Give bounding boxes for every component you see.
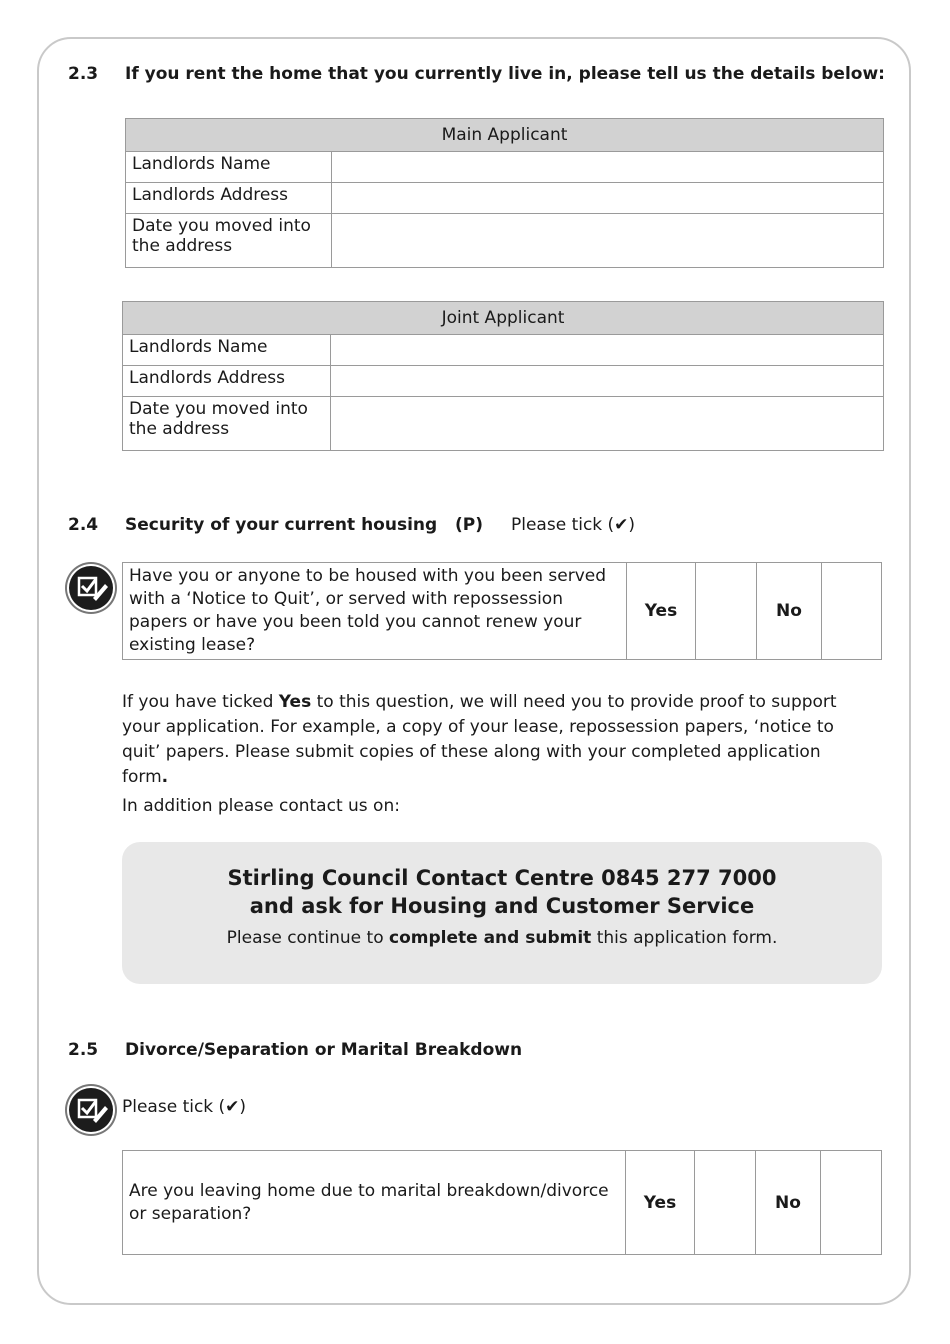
joint-landlord-name-label: Landlords Name (123, 335, 331, 366)
section-2-4-number: 2.4 (68, 515, 99, 535)
section-2-5-title: Divorce/Separation or Marital Breakdown (125, 1040, 523, 1060)
joint-move-date-field[interactable] (331, 397, 884, 451)
marital-breakdown-table (122, 1150, 882, 1255)
joint-landlord-name-field[interactable] (331, 335, 884, 366)
joint-move-date-label: Date you moved into the address (123, 397, 331, 451)
notice-to-quit-question: Have you or anyone to be housed with you been served with a ‘Notice to Quit’, or served with repossession papers or have you been told you cannot renew your existing lease? (123, 563, 627, 660)
main-landlord-name-field[interactable] (332, 152, 884, 183)
section-2-4-title: Security of your current housing (125, 515, 438, 535)
marital-yes-label: Yes (626, 1151, 695, 1255)
marital-breakdown-question: Are you leaving home due to marital breakdown/divorce or separation? (123, 1151, 626, 1255)
contact-box (122, 842, 882, 984)
joint-applicant-header: Joint Applicant (123, 302, 884, 335)
main-landlord-name-label: Landlords Name (126, 152, 332, 183)
proof-info-rest: to this question, we will need you to provide proof to support your application. For example, a copy of your lease, repossession papers, ‘notice to quit’ papers. Please submit copies of these along with your completed application form (122, 692, 837, 787)
proof-info-prefix: If you have ticked (122, 692, 279, 712)
contact-line-1: Stirling Council Contact Centre 0845 277 7000 (227, 866, 777, 890)
main-landlord-address-label: Landlords Address (126, 183, 332, 214)
continue-text (122, 928, 882, 948)
proof-info-end: . (161, 767, 169, 787)
proof-info-paragraph (122, 690, 842, 790)
section-2-3-title: If you rent the home that you currently live in, please tell us the details below: (125, 64, 885, 84)
addition-text: In addition please contact us on: (122, 796, 400, 816)
notice-yes-label: Yes (627, 563, 696, 660)
marital-no-checkbox[interactable] (821, 1151, 882, 1255)
continue-rest: this application form. (591, 928, 778, 948)
section-2-5-tick-instruction: Please tick (✔) (122, 1097, 247, 1117)
proof-info-yes: Yes (278, 692, 312, 712)
joint-landlord-address-label: Landlords Address (123, 366, 331, 397)
notice-no-label: No (757, 563, 822, 660)
main-move-date-label: Date you moved into the address (126, 214, 332, 268)
main-landlord-address-field[interactable] (332, 183, 884, 214)
joint-applicant-table (122, 301, 884, 451)
marital-yes-checkbox[interactable] (695, 1151, 756, 1255)
notice-yes-checkbox[interactable] (696, 563, 757, 660)
tick-form-icon (69, 566, 113, 610)
notice-no-checkbox[interactable] (822, 563, 882, 660)
continue-prefix: Please continue to (226, 928, 390, 948)
tick-form-icon-2 (69, 1088, 113, 1132)
joint-landlord-address-field[interactable] (331, 366, 884, 397)
marital-no-label: No (756, 1151, 821, 1255)
section-2-5-number: 2.5 (68, 1040, 99, 1060)
main-applicant-header: Main Applicant (126, 119, 884, 152)
main-applicant-table (125, 118, 884, 268)
section-2-4-tick-instruction: Please tick (✔) (511, 515, 636, 535)
main-move-date-field[interactable] (332, 214, 884, 268)
notice-to-quit-table (122, 562, 882, 660)
contact-line-2: and ask for Housing and Customer Service (249, 894, 755, 918)
continue-bold: complete and submit (389, 928, 592, 948)
section-2-3-number: 2.3 (68, 64, 99, 84)
section-2-4-code: (P) (455, 515, 483, 535)
